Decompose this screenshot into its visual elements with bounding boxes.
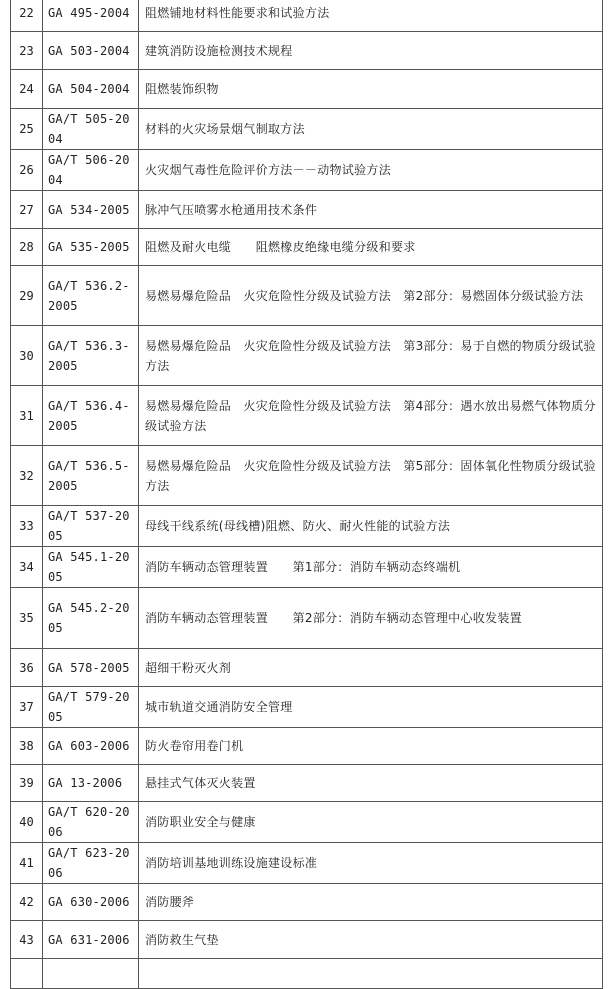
row-number: 32 <box>11 446 43 506</box>
row-number: 40 <box>11 802 43 843</box>
standard-title <box>139 959 603 989</box>
table-row <box>11 588 603 649</box>
standard-title: 防火卷帘用卷门机 <box>139 728 603 765</box>
standard-code: GA 545.1-2005 <box>43 547 139 588</box>
standard-title: 消防车辆动态管理装置 第1部分：消防车辆动态终端机 <box>139 547 603 588</box>
row-number: 36 <box>11 649 43 687</box>
standard-title: 城市轨道交通消防安全管理 <box>139 687 603 728</box>
standard-title: 母线干线系统(母线槽)阻燃、防火、耐火性能的试验方法 <box>139 506 603 547</box>
standard-code: GA/T 620-2006 <box>43 802 139 843</box>
standards-table-body <box>11 0 603 989</box>
standard-code: GA 495-2004 <box>43 0 139 32</box>
table-row <box>11 446 603 506</box>
standard-code: GA 631-2006 <box>43 921 139 959</box>
table-row <box>11 843 603 884</box>
row-number: 25 <box>11 109 43 150</box>
standard-title: 材料的火灾场景烟气制取方法 <box>139 109 603 150</box>
standard-title: 易燃易爆危险品 火灾危险性分级及试验方法 第2部分：易燃固体分级试验方法 <box>139 266 603 326</box>
standard-title: 消防救生气垫 <box>139 921 603 959</box>
table-row <box>11 687 603 728</box>
row-number: 34 <box>11 547 43 588</box>
standard-code: GA/T 536.4-2005 <box>43 386 139 446</box>
row-number: 22 <box>11 0 43 32</box>
standard-title: 消防车辆动态管理装置 第2部分：消防车辆动态管理中心收发装置 <box>139 588 603 649</box>
row-number: 24 <box>11 70 43 109</box>
standard-code: GA 578-2005 <box>43 649 139 687</box>
table-row <box>11 32 603 70</box>
standard-code: GA/T 536.5-2005 <box>43 446 139 506</box>
row-number <box>11 959 43 989</box>
standards-table <box>10 0 603 989</box>
row-number: 26 <box>11 150 43 191</box>
standard-code: GA/T 506-2004 <box>43 150 139 191</box>
row-number: 38 <box>11 728 43 765</box>
standard-title: 易燃易爆危险品 火灾危险性分级及试验方法 第4部分：遇水放出易燃气体物质分级试验方法 <box>139 386 603 446</box>
row-number: 30 <box>11 326 43 386</box>
row-number: 37 <box>11 687 43 728</box>
table-row <box>11 191 603 229</box>
standard-title: 建筑消防设施检测技术规程 <box>139 32 603 70</box>
table-row <box>11 547 603 588</box>
standard-title: 悬挂式气体灭火装置 <box>139 765 603 802</box>
standard-code: GA 630-2006 <box>43 884 139 921</box>
standard-code: GA/T 505-2004 <box>43 109 139 150</box>
standard-code <box>43 959 139 989</box>
table-row <box>11 959 603 989</box>
table-row <box>11 506 603 547</box>
row-number: 33 <box>11 506 43 547</box>
standard-code: GA/T 579-2005 <box>43 687 139 728</box>
standard-title: 脉冲气压喷雾水枪通用技术条件 <box>139 191 603 229</box>
row-number: 39 <box>11 765 43 802</box>
row-number: 29 <box>11 266 43 326</box>
table-row <box>11 728 603 765</box>
standard-code: GA/T 623-2006 <box>43 843 139 884</box>
row-number: 31 <box>11 386 43 446</box>
standard-code: GA 503-2004 <box>43 32 139 70</box>
standard-title: 火灾烟气毒性危险评价方法－－动物试验方法 <box>139 150 603 191</box>
standard-title: 消防腰斧 <box>139 884 603 921</box>
standard-title: 易燃易爆危险品 火灾危险性分级及试验方法 第5部分：固体氧化性物质分级试验方法 <box>139 446 603 506</box>
standard-code: GA 534-2005 <box>43 191 139 229</box>
standard-code: GA 545.2-2005 <box>43 588 139 649</box>
row-number: 42 <box>11 884 43 921</box>
table-row <box>11 109 603 150</box>
standard-code: GA 535-2005 <box>43 229 139 266</box>
standard-code: GA 603-2006 <box>43 728 139 765</box>
standard-title: 消防培训基地训练设施建设标准 <box>139 843 603 884</box>
row-number: 28 <box>11 229 43 266</box>
table-row <box>11 0 603 32</box>
row-number: 43 <box>11 921 43 959</box>
table-row <box>11 70 603 109</box>
row-number: 27 <box>11 191 43 229</box>
table-row <box>11 386 603 446</box>
row-number: 35 <box>11 588 43 649</box>
table-row <box>11 802 603 843</box>
table-row <box>11 266 603 326</box>
standard-title: 超细干粉灭火剂 <box>139 649 603 687</box>
standard-code: GA/T 537-2005 <box>43 506 139 547</box>
standard-code: GA 13-2006 <box>43 765 139 802</box>
table-row <box>11 649 603 687</box>
standard-title: 阻燃装饰织物 <box>139 70 603 109</box>
row-number: 23 <box>11 32 43 70</box>
standard-title: 阻燃铺地材料性能要求和试验方法 <box>139 0 603 32</box>
standard-code: GA/T 536.3-2005 <box>43 326 139 386</box>
table-row <box>11 765 603 802</box>
table-row <box>11 326 603 386</box>
row-number: 41 <box>11 843 43 884</box>
standard-title: 易燃易爆危险品 火灾危险性分级及试验方法 第3部分：易于自燃的物质分级试验方法 <box>139 326 603 386</box>
standard-title: 消防职业安全与健康 <box>139 802 603 843</box>
standard-code: GA/T 536.2-2005 <box>43 266 139 326</box>
table-row <box>11 150 603 191</box>
standard-title: 阻燃及耐火电缆 阻燃橡皮绝缘电缆分级和要求 <box>139 229 603 266</box>
standard-code: GA 504-2004 <box>43 70 139 109</box>
table-row <box>11 884 603 921</box>
table-row <box>11 229 603 266</box>
